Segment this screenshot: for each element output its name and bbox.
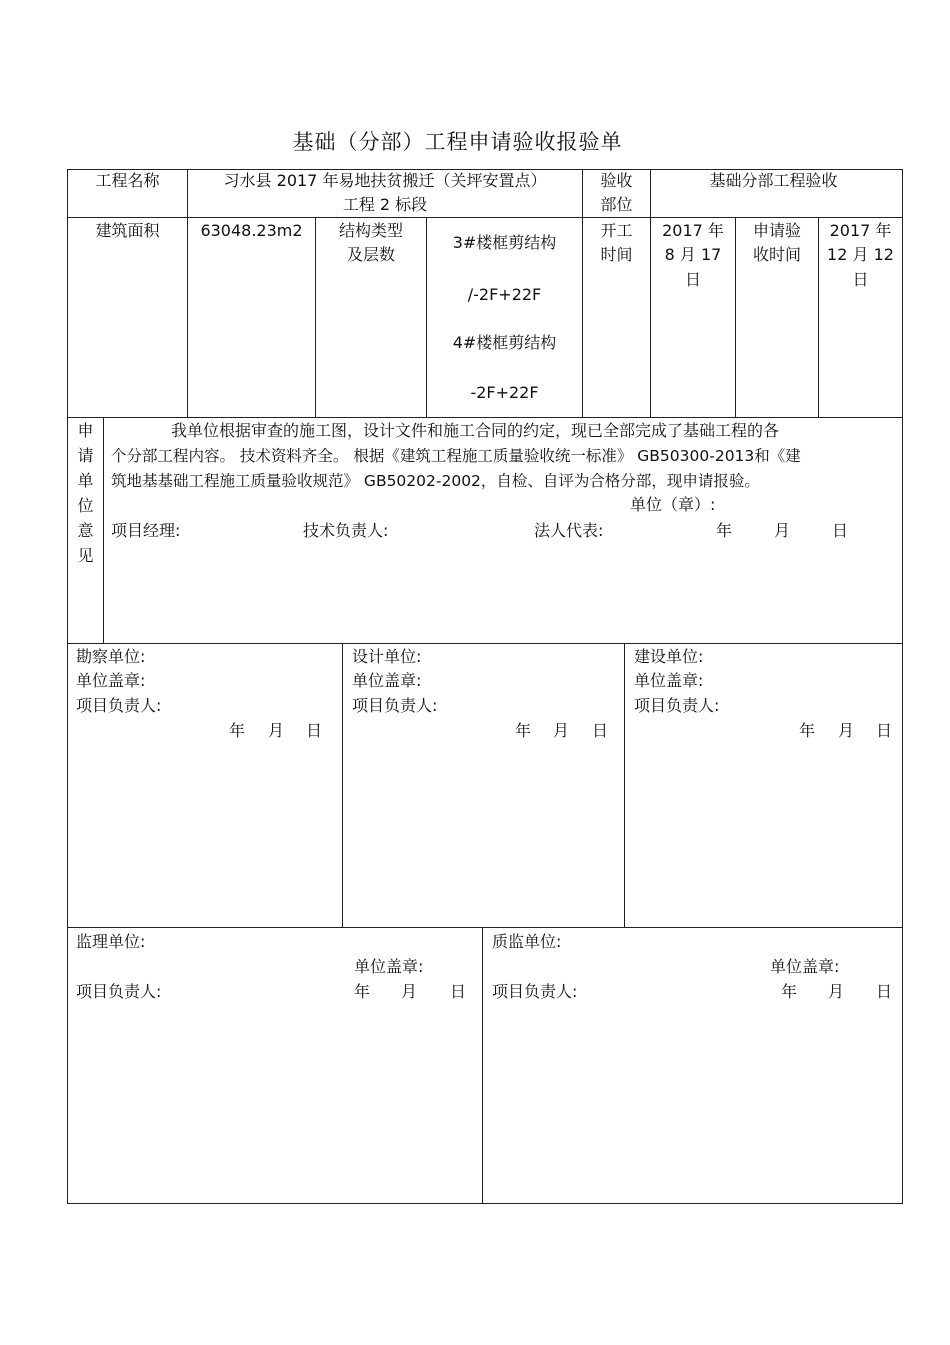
date-year: 年 [781,982,798,1001]
column-divider [342,643,343,928]
project-name-value-line2: 工程 2 标段 [342,195,428,214]
column-divider [103,417,104,644]
opinion-text-line: 筑地基基础工程施工质量验收规范》 GB50202-2002，自检、自评为合格分部，现申请报验。 [111,472,760,490]
survey-lead-label: 项目负责人: [76,696,162,715]
construction-unit-label: 建设单位: [634,647,704,666]
start-date-line: 2017 年 [662,221,724,240]
inspection-part-value: 基础分部工程验收 [709,171,838,190]
request-time-label: 收时间 [752,245,801,264]
project-name-value-line1: 习水县 2017 年易地扶贫搬迁（关坪安置点） [223,171,547,190]
design-lead-label: 项目负责人: [352,696,438,715]
row-divider [67,417,903,418]
date-day: 日 [832,521,849,540]
design-seal-label: 单位盖章: [352,671,422,690]
table-border-right [902,169,903,1204]
row-divider [67,643,903,644]
survey-unit-label: 勘察单位: [76,647,146,666]
structure-label: 结构类型 [338,221,403,240]
date-year: 年 [799,721,816,740]
date-year: 年 [354,982,371,1001]
project-name-label: 工程名称 [95,171,160,190]
technical-lead-label: 技术负责人: [303,521,389,540]
opinion-label-char: 意 [77,521,94,540]
start-time-label: 时间 [600,245,633,264]
request-time-label: 申请验 [752,221,801,240]
quality-lead-label: 项目负责人: [492,982,578,1001]
opinion-label-char: 单 [77,471,94,490]
request-date-line: 12 月 12 [827,245,894,264]
opinion-text-line: 个分部工程内容。 技术资料齐全。 根据《建筑工程施工质量验收统一标准》 GB50300-2013和《建 [111,447,801,465]
project-manager-label: 项目经理: [111,521,181,540]
construction-seal-label: 单位盖章: [634,671,704,690]
date-month: 月 [838,721,855,740]
supervision-seal-label: 单位盖章: [354,957,424,976]
date-month: 月 [553,721,570,740]
row-divider [67,927,903,928]
start-date-line: 日 [684,270,701,289]
opinion-label-char: 申 [77,421,94,440]
document-title: 基础（分部）工程申请验收报验单 [292,130,623,154]
structure-value-line: 3#楼框剪结构 [452,233,557,252]
survey-seal-label: 单位盖章: [76,671,146,690]
opinion-label-char: 见 [77,546,94,565]
supervision-unit-label: 监理单位: [76,932,146,951]
date-year: 年 [716,521,733,540]
date-month: 月 [774,521,791,540]
date-day: 日 [592,721,609,740]
request-date-line: 日 [852,270,869,289]
inspection-part-label: 验收 [600,171,633,190]
date-day: 日 [876,721,893,740]
row-divider [67,217,903,218]
date-month: 月 [268,721,285,740]
structure-value-line: -2F+22F [470,383,539,402]
start-date-line: 8 月 17 [664,245,722,264]
legal-rep-label: 法人代表: [534,521,604,540]
date-month: 月 [828,982,845,1001]
structure-value-line: /-2F+22F [467,285,542,304]
start-time-label: 开工 [600,221,633,240]
request-date-line: 2017 年 [829,221,892,240]
unit-stamp-label: 单位（章）: [630,495,716,514]
opinion-label-char: 请 [77,446,94,465]
supervision-lead-label: 项目负责人: [76,982,162,1001]
structure-value-line: 4#楼框剪结构 [452,333,557,352]
date-day: 日 [306,721,323,740]
design-unit-label: 设计单位: [352,647,422,666]
opinion-text-line: 我单位根据审查的施工图，设计文件和施工合同的约定，现已全部完成了基础工程的各 [171,421,780,440]
structure-label: 及层数 [346,245,395,264]
opinion-label-char: 位 [77,496,94,515]
date-year: 年 [515,721,532,740]
date-year: 年 [229,721,246,740]
column-divider [482,927,483,1204]
column-divider [650,169,651,418]
table-border-left [67,169,68,1204]
date-day: 日 [450,982,467,1001]
quality-seal-label: 单位盖章: [770,957,840,976]
date-month: 月 [401,982,418,1001]
column-divider [624,643,625,928]
inspection-part-label: 部位 [600,195,633,214]
date-day: 日 [876,982,893,1001]
building-area-label: 建筑面积 [95,221,160,240]
construction-lead-label: 项目负责人: [634,696,720,715]
quality-unit-label: 质监单位: [492,932,562,951]
building-area-value: 63048.23m2 [200,221,303,240]
table-border-bottom [67,1203,903,1204]
